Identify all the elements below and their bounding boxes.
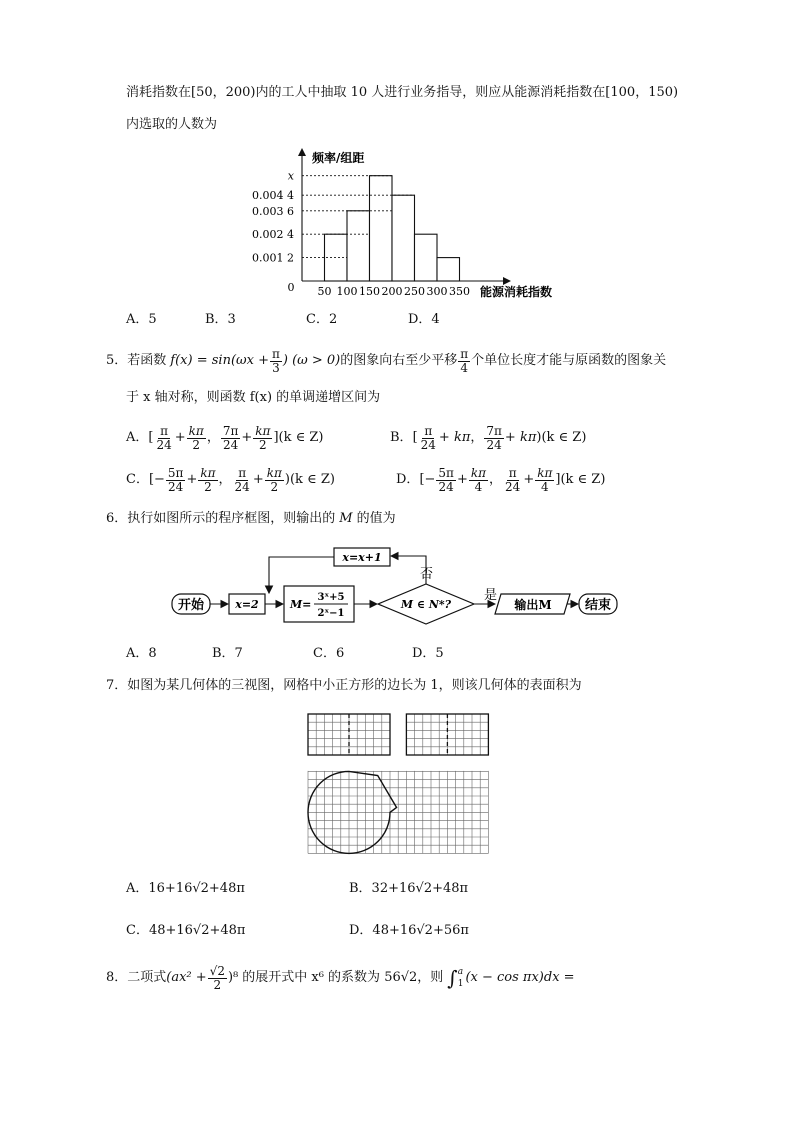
comma: ，: [470, 430, 484, 445]
frac-den: 24: [222, 437, 239, 452]
integral-limits: [458, 966, 464, 990]
q4-option-b: B．3: [205, 312, 236, 327]
origin-label: 0: [287, 281, 295, 294]
frac-den: 24: [438, 479, 454, 494]
flow-assign-label: M=: [290, 598, 312, 611]
frac-den: 4: [474, 479, 483, 494]
q5-stem-c: 个单位长度才能与原函数的图象关: [471, 353, 667, 368]
plus: +: [241, 430, 253, 445]
x-tick-label: 350: [449, 285, 470, 298]
q5-frac-num: π: [460, 346, 469, 361]
x-tick-label: 200: [381, 285, 403, 298]
q8-stem: [106, 958, 575, 998]
x-tick-label: 150: [359, 285, 380, 298]
flow-yes-label: 是: [484, 588, 498, 603]
comma: ，: [218, 472, 232, 487]
q4-text-line1: 消耗指数在[50，200)内的工人中抽取 10 人进行业务指导，则应从能源消耗指数在[100，150): [126, 85, 679, 100]
flow-output-label: 输出M: [514, 598, 552, 612]
plus-kpi: + kπ: [504, 430, 537, 445]
plus: +: [174, 430, 186, 445]
q7-stem: 7．如图为某几何体的三视图，网格中小正方形的边长为 1，则该几何体的表面积为: [106, 678, 582, 693]
plus: +: [523, 472, 535, 487]
frac-num: 5π: [167, 465, 184, 480]
q7-option-d: D．48+16√2+56π: [349, 923, 469, 938]
y-tick-label: 0.004 4: [252, 189, 294, 203]
flow-end-label: 结束: [584, 598, 612, 613]
bracket: [−: [419, 472, 436, 487]
frac-num: kπ: [255, 423, 271, 438]
frac-num: π: [160, 423, 169, 438]
frac-den: 2: [270, 479, 279, 494]
frac-num: kπ: [470, 465, 487, 480]
frac-den: 24: [505, 479, 521, 494]
k-in-z: ](k ∈ Z): [555, 472, 606, 487]
q6-var-m: M: [339, 511, 353, 526]
x-axis-label: 能源消耗指数: [480, 285, 553, 299]
frac-num: π: [424, 423, 433, 438]
q4-text-line2: 内选取的人数为: [126, 117, 218, 132]
x-tick-label: 300: [426, 285, 448, 298]
q5-stem-b: 的图象向右至少平移: [340, 353, 458, 368]
q5-option-c-label: C．: [126, 472, 149, 487]
x-tick-label: 100: [336, 285, 358, 298]
flow-increment-label: x=x+1: [342, 551, 382, 564]
flow-assign-numerator: 3ˣ+5: [317, 592, 345, 603]
y-tick-label: x: [287, 169, 294, 183]
plus: +: [186, 472, 198, 487]
frac-den: 24: [420, 437, 436, 452]
q4-option-a: A．5: [126, 312, 157, 327]
q5-number: 5．: [106, 353, 128, 368]
flow-start-label: 开始: [177, 598, 205, 613]
q8-exponent: )⁸: [227, 970, 239, 985]
frac-num: kπ: [200, 465, 216, 480]
view-gap: [391, 713, 406, 756]
q5-condition: ) (ω > 0): [282, 353, 341, 368]
frac-num: √2: [209, 963, 225, 978]
q8-mid: 的展开式中 x⁶ 的系数为 56√2，则: [242, 970, 444, 985]
frac-den: 24: [156, 437, 172, 452]
flow-assign-denominator: 2ˣ−1: [317, 608, 345, 619]
y-axis-label: 频率/组距: [312, 151, 365, 165]
q6-stem-text: 6．执行如图所示的程序框图，则输出的: [106, 511, 336, 526]
q6-option-a: A．8: [126, 646, 157, 661]
comma: ，: [489, 472, 503, 487]
q5-option-b-label: B．: [390, 430, 413, 445]
q7-option-a: A．16+16√2+48π: [126, 881, 245, 896]
q5-option-a-label: A．: [126, 430, 149, 445]
q6-option-b: B．7: [212, 646, 243, 661]
q5-function: f(x) = sin(ωx +: [170, 353, 269, 368]
frac-num: 7π: [222, 423, 239, 438]
q5-option-d-label: D．: [396, 472, 420, 487]
frac-num: kπ: [188, 423, 204, 438]
q8-base: (ax² +: [166, 970, 207, 985]
flow-no-label: 否: [420, 567, 434, 582]
q4-option-d: D．4: [408, 312, 440, 327]
q8-integral: [447, 966, 574, 990]
flow-decision-label: M ∈ N*?: [400, 598, 452, 611]
frac-den: 2: [204, 479, 212, 494]
flow-init-label: x=2: [235, 598, 259, 611]
integrand: (x − cos πx)dx =: [465, 970, 575, 985]
bracket: [: [148, 430, 154, 445]
frac-num: 7π: [486, 423, 502, 438]
y-tick-label: 0.003 6: [252, 204, 294, 218]
frac-num: kπ: [537, 465, 553, 480]
bracket: [: [412, 430, 418, 445]
q6-stem-end: 的值为: [356, 511, 396, 526]
q7-option-c: C．48+16√2+48π: [126, 923, 246, 938]
frac-den: 4: [540, 479, 549, 494]
q6-option-c: C．6: [313, 646, 345, 661]
q5-stem-line2: 于 x 轴对称，则函数 f(x) 的单调递增区间为: [126, 390, 381, 405]
q4-option-c: C．2: [306, 312, 338, 327]
q5-frac-den: 3: [272, 360, 280, 375]
frac-den: 24: [234, 479, 250, 494]
integral-sign: ∫: [447, 966, 458, 990]
q5-frac-num: π: [271, 346, 280, 361]
frac-num: π: [238, 465, 247, 480]
y-tick-label: 0.002 4: [252, 228, 294, 242]
q8-number: 8．二项式: [106, 970, 167, 985]
y-tick-label: 0.001 2: [252, 251, 294, 265]
q5-frac-den: 4: [460, 360, 469, 375]
plus-kpi: + kπ: [438, 430, 471, 445]
frac-num: kπ: [266, 465, 282, 480]
frac-den: 2: [192, 437, 201, 452]
q5-stem-a: 若函数: [127, 353, 167, 368]
k-in-z: )(k ∈ Z): [536, 430, 587, 445]
q8-frac-sqrt2-2: [208, 965, 227, 992]
k-in-z: )(k ∈ Z): [284, 472, 335, 487]
bracket: [−: [148, 472, 165, 487]
q6-option-d: D．5: [412, 646, 444, 661]
comma: ，: [206, 430, 220, 445]
frac-den: 24: [486, 437, 502, 452]
x-tick-label: 250: [404, 285, 425, 298]
k-in-z: ](k ∈ Z): [273, 430, 324, 445]
frac-num: 5π: [438, 465, 454, 480]
frac-den: 2: [213, 977, 222, 992]
x-tick-label: 50: [317, 285, 332, 298]
plus: +: [252, 472, 264, 487]
frac-num: π: [508, 465, 517, 480]
frac-den: 2: [259, 437, 267, 452]
q7-option-b: B．32+16√2+48π: [349, 881, 469, 896]
plus: +: [456, 472, 468, 487]
integral-upper: a: [457, 967, 464, 977]
integral-lower: 1: [457, 979, 464, 989]
view-gap: [307, 756, 489, 771]
frac-den: 24: [168, 479, 184, 494]
